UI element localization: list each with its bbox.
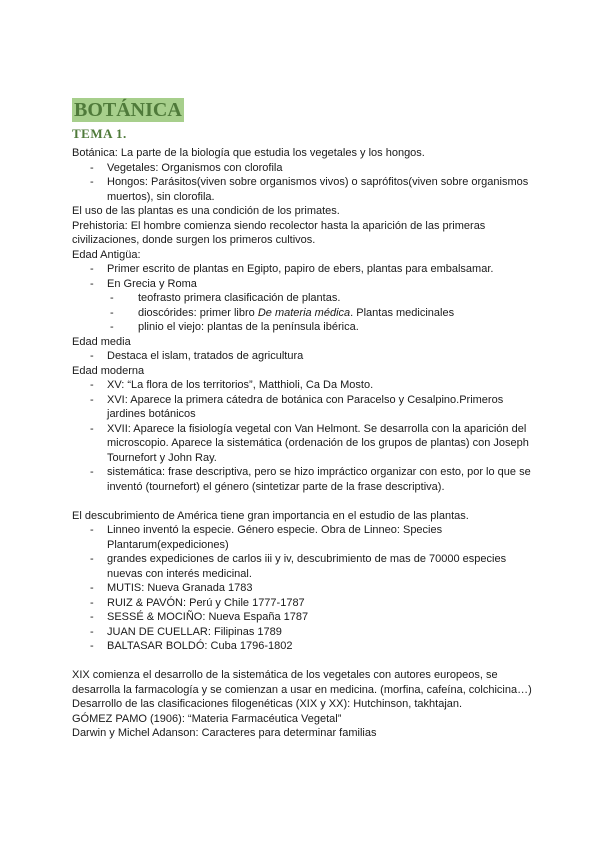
section-heading: TEMA 1.	[72, 126, 127, 141]
list-item: - RUIZ & PAVÓN: Perú y Chile 1777-1787	[72, 596, 532, 611]
sub-list-item: - teofrasto primera clasificación de plantas.	[72, 291, 532, 306]
list-item: - SESSÉ & MOCIÑO: Nueva España 1787	[72, 610, 532, 625]
list-item: - Vegetales: Organismos con clorofila	[72, 161, 532, 176]
paragraph: Edad media	[72, 335, 131, 348]
list-item: - JUAN DE CUELLAR: Filipinas 1789	[72, 625, 532, 640]
paragraph: Edad Antigüa:	[72, 248, 141, 261]
sub-list-item: - plinio el viejo: plantas de la península ibérica.	[72, 320, 532, 335]
paragraph: XIX comienza el desarrollo de la sistemática de los vegetales con autores europeos, se desarrolla la farmacología y se comienzan a usar en medicina. (morfina, cafeína, colchicina…)	[72, 669, 532, 696]
document-body	[72, 146, 532, 741]
list-item: - Hongos: Parásitos(viven sobre organismos vivos) o saprófitos(viven sobre organismos muertos), sin clorofila.	[72, 175, 532, 204]
book-title: De materia médica	[257, 306, 351, 319]
paragraph: El uso de las plantas es una condición de los primates.	[72, 205, 340, 217]
spacer	[72, 494, 532, 509]
list-item: - En Grecia y Roma	[72, 277, 532, 292]
list-item: - sistemática: frase descriptiva, pero se hizo impráctico organizar con esto, por lo que se inventó (tournefort) el género (sintetizar parte de la frase descriptiva).	[72, 465, 532, 494]
paragraph: El descubrimiento de América tiene gran importancia en el estudio de las plantas.	[72, 509, 469, 522]
paragraph: Darwin y Michel Adanson: Caracteres para determinar familias	[72, 727, 377, 739]
list-item: - Primer escrito de plantas en Egipto, papiro de ebers, plantas para embalsamar.	[72, 262, 532, 277]
paragraph: Botánica: La parte de la biología que estudia los vegetales y los hongos.	[72, 147, 425, 159]
list-item: - Linneo inventó la especie. Género especie. Obra de Linneo: Species Plantarum(expediciones)	[72, 523, 532, 552]
document-title: BOTÁNICA	[74, 99, 182, 121]
list-item: - MUTIS: Nueva Granada 1783	[72, 581, 532, 596]
list-item: - XVI: Aparece la primera cátedra de botánica con Paracelso y Cesalpino.Primeros jardines botánicos	[72, 393, 532, 422]
paragraph: Desarrollo de las clasificaciones filogenéticas (XIX y XX): Hutchinson, takhtajan.	[72, 698, 463, 710]
paragraph: Prehistoria: El hombre comienza siendo recolector hasta la aparición de las primeras civilizaciones, donde surgen los primeros cultivos.	[72, 219, 486, 246]
paragraph: Edad moderna	[72, 364, 145, 377]
list-item: - BALTASAR BOLDÓ: Cuba 1796-1802	[72, 639, 532, 654]
sub-list-item	[72, 306, 532, 321]
sub-list-text: . Plantas medicinales	[350, 306, 455, 319]
list-item: - grandes expediciones de carlos iii y iv, descubrimiento de mas de 70000 especies nuevas con interés medicinal.	[72, 552, 532, 581]
list-item: - XV: “La flora de los territorios”, Matthioli, Ca Da Mosto.	[72, 378, 532, 393]
list-item: - Destaca el islam, tratados de agricultura	[72, 349, 532, 364]
list-item: - XVII: Aparece la fisiología vegetal con Van Helmont. Se desarrolla con la aparición del microscopio. Aparece la sistemática (ordenación de los grupos de plantas) con Joseph Tournefort y John Ray.	[72, 422, 532, 466]
sub-list-text: dioscórides: primer libro	[138, 306, 258, 319]
spacer	[72, 654, 532, 669]
paragraph: GÓMEZ PAMO (1906): “Materia Farmacéutica Vegetal”	[72, 712, 342, 725]
